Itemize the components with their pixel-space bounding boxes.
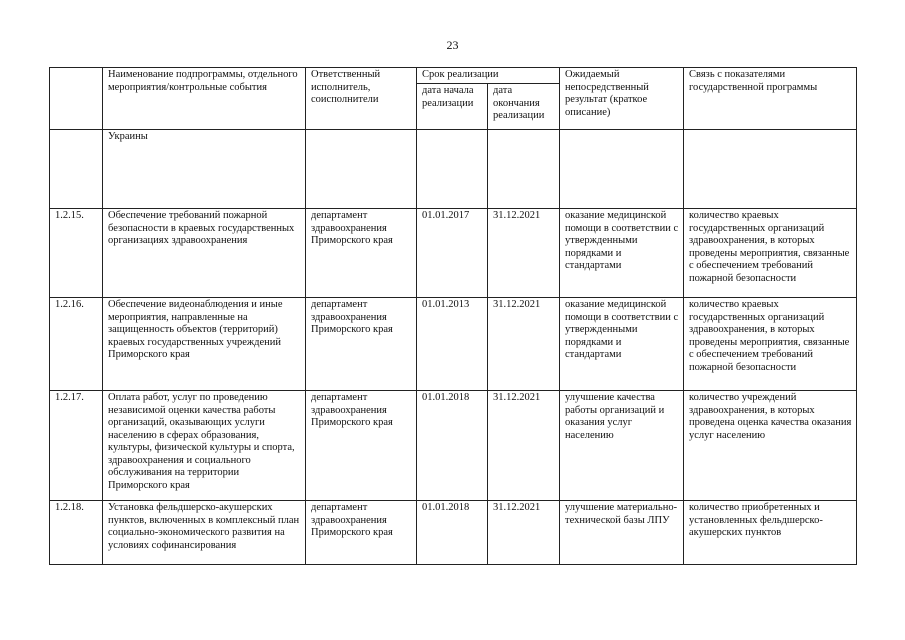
- header-end: дата окончания реализации: [488, 84, 560, 130]
- row-end: 31.12.2021: [488, 501, 560, 565]
- row-link: количество краевых государственных организаций здравоохранения, в которых проведены мероприятия, связанные с обеспечением требований пожарной безопасности: [684, 298, 857, 391]
- table-row: [50, 130, 857, 209]
- row-result: оказание медицинской помощи в соответствии с утвержденными порядками и стандартами: [560, 298, 684, 391]
- header-row: [50, 68, 857, 84]
- header-name: Наименование подпрограммы, отдельного мероприятия/контрольные события: [103, 68, 306, 130]
- row-end: 31.12.2021: [488, 209, 560, 298]
- row-end: 31.12.2021: [488, 391, 560, 501]
- row-executor: департамент здравоохранения Приморского края: [306, 501, 417, 565]
- row-result: оказание медицинской помощи в соответствии с утвержденными порядками и стандартами: [560, 209, 684, 298]
- row-start: 01.01.2018: [417, 391, 488, 501]
- table-row: [50, 391, 857, 501]
- row-name: Обеспечение требований пожарной безопасности в краевых государственных организациях здравоохранения: [103, 209, 306, 298]
- header-executor: Ответственный исполнитель, соисполнители: [306, 68, 417, 130]
- row-executor: департамент здравоохранения Приморского края: [306, 209, 417, 298]
- row-start: 01.01.2018: [417, 501, 488, 565]
- row-name: Установка фельдшерско-акушерских пунктов, включенных в комплексный план социально-экономического развития на условиях софинансирования: [103, 501, 306, 565]
- row-start: 01.01.2017: [417, 209, 488, 298]
- header-link: Связь с показателями государственной программы: [684, 68, 857, 130]
- row-executor: департамент здравоохранения Приморского края: [306, 391, 417, 501]
- row-name: Оплата работ, услуг по проведению независимой оценки качества работы организаций, оказывающих услуги населению в сферах образования, культуры, физической культуры и спорта, здравоохранения и социального обслуживания на территории Приморского края: [103, 391, 306, 501]
- row-number: 1.2.16.: [50, 298, 103, 391]
- page-number: 23: [446, 38, 459, 52]
- row-executor: департамент здравоохранения Приморского края: [306, 298, 417, 391]
- table-row: [50, 298, 857, 391]
- row-start: 01.01.2013: [417, 298, 488, 391]
- row-link: количество учреждений здравоохранения, в которых проведена оценка качества оказания услуг населению: [684, 391, 857, 501]
- row-name: Украины: [103, 130, 306, 209]
- row-end: 31.12.2021: [488, 298, 560, 391]
- row-result: улучшение материально-технической базы ЛПУ: [560, 501, 684, 565]
- row-number: 1.2.18.: [50, 501, 103, 565]
- header-number-cell: [50, 68, 103, 130]
- header-period: Срок реализации: [417, 68, 560, 84]
- row-link: количество приобретенных и установленных фельдшерско-акушерских пунктов: [684, 501, 857, 565]
- header-start: дата начала реализации: [417, 84, 488, 130]
- row-number: 1.2.15.: [50, 209, 103, 298]
- program-plan-table: [49, 67, 857, 565]
- row-link: количество краевых государственных организаций здравоохранения, в которых проведены мероприятия, связанные с обеспечением требований пожарной безопасности: [684, 209, 857, 298]
- row-result: улучшение качества работы организаций и оказания услуг населению: [560, 391, 684, 501]
- table-row: [50, 501, 857, 565]
- row-number: 1.2.17.: [50, 391, 103, 501]
- header-result: Ожидаемый непосредственный результат (краткое описание): [560, 68, 684, 130]
- row-name: Обеспечение видеонаблюдения и иные мероприятия, направленные на защищенность объектов (территорий) краевых государственных учреждений Приморского края: [103, 298, 306, 391]
- table-row: [50, 209, 857, 298]
